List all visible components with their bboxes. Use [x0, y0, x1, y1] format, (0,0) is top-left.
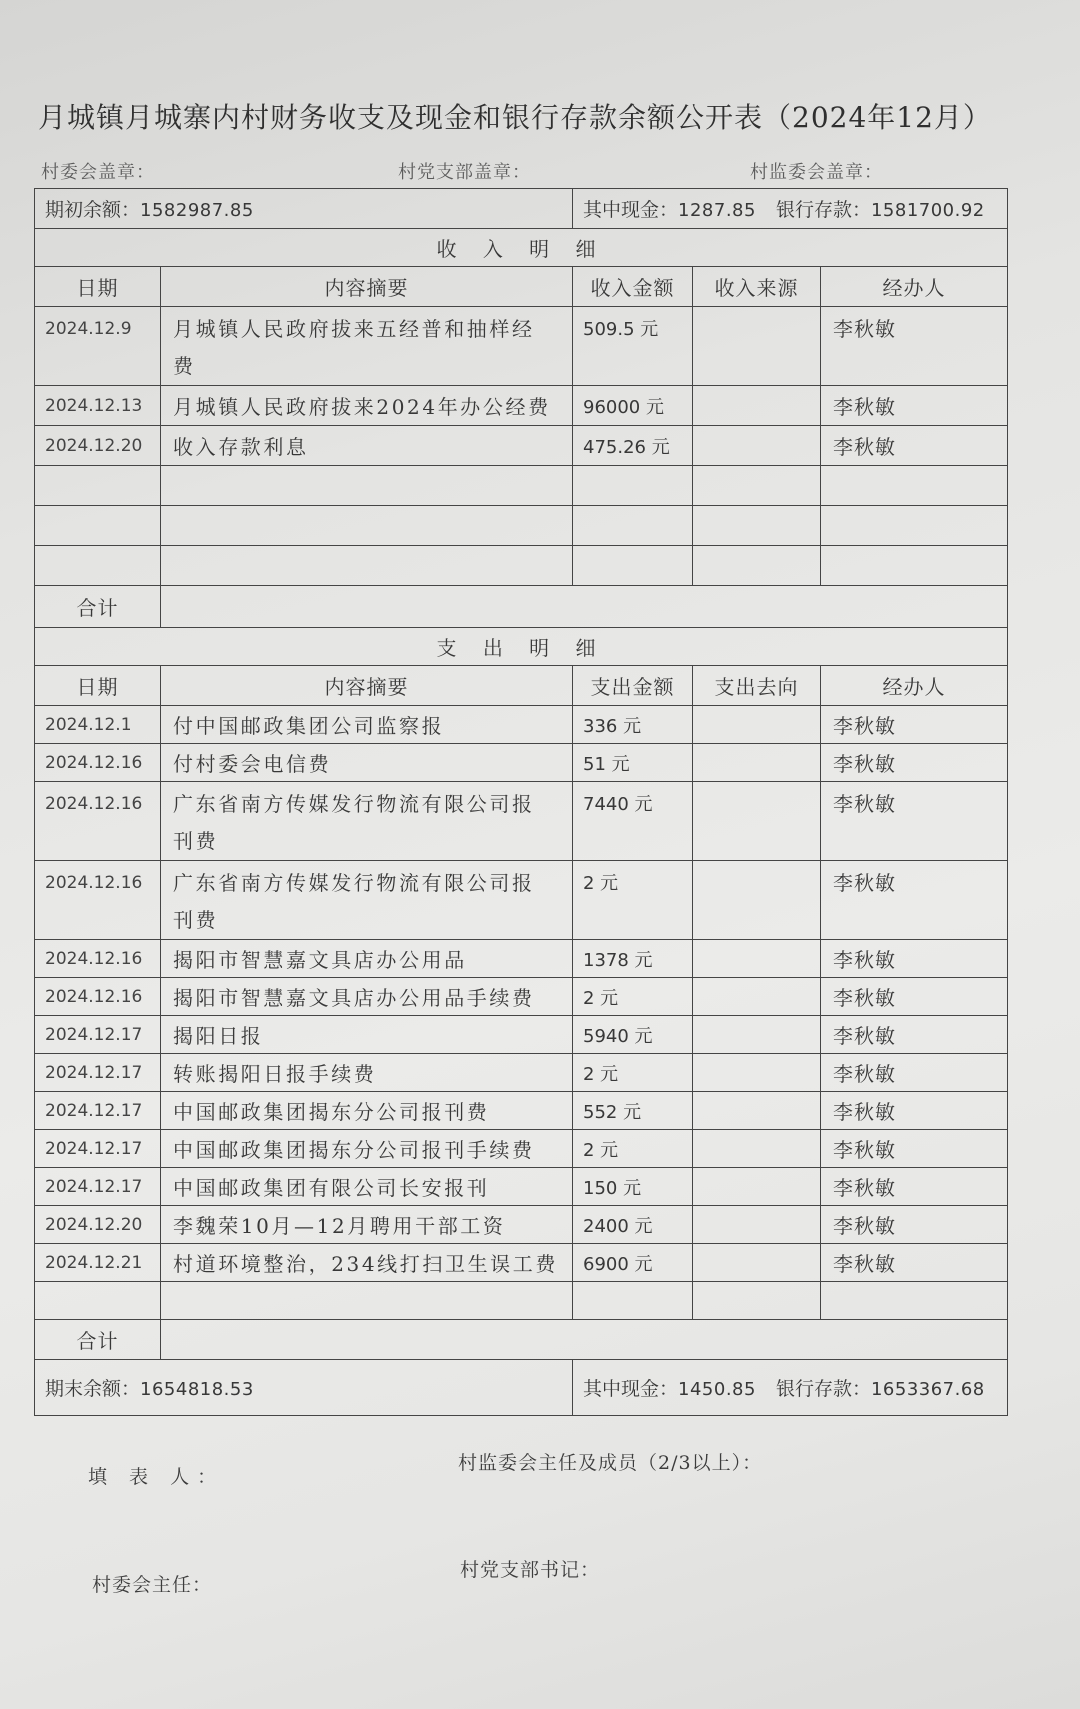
income-empty-cell [573, 506, 693, 546]
expense-rows [35, 706, 1008, 1320]
expense-amount-cell-text: 1378 元 [583, 949, 653, 971]
opening-cash-value: 1287.85 [678, 200, 756, 221]
income-total-section [35, 586, 1008, 628]
preparer-signature-label: 填 表 人： [88, 1466, 225, 1488]
expense-summary-cell [161, 1206, 573, 1244]
expense-handler-cell-text: 李秋敏 [833, 948, 896, 972]
expense-date-cell [35, 1016, 161, 1054]
income-summary-cell-text: 月城镇人民政府拔来2024年办公经费 [173, 395, 551, 419]
income-header-source: 收入来源 [693, 267, 821, 307]
income-empty-cell [821, 466, 1008, 506]
income-summary-cell [161, 426, 573, 466]
income-amount-cell [573, 386, 693, 426]
expense-handler-cell [821, 861, 1008, 940]
expense-summary-cell-text: 转账揭阳日报手续费 [173, 1062, 377, 1086]
expense-handler-cell-text: 李秋敏 [833, 1138, 896, 1162]
opening-bank-label: 银行存款： [775, 199, 871, 221]
expense-date-cell-text: 2024.12.16 [45, 794, 143, 814]
expense-amount-cell-text: 150 元 [583, 1177, 642, 1199]
income-date-cell-text: 2024.12.9 [45, 319, 132, 339]
expense-total-label: 合计 [35, 1320, 161, 1360]
expense-amount-cell [573, 744, 693, 782]
expense-summary-cell [161, 1168, 573, 1206]
expense-summary-cell-text: 揭阳日报 [173, 1024, 264, 1048]
income-date-cell [35, 386, 161, 426]
income-source-cell [693, 426, 821, 466]
expense-total-row [35, 1320, 1008, 1360]
income-total-value-cell [161, 586, 1008, 628]
opening-balance-section [35, 189, 1008, 229]
party-secretary-signature-label: 村党支部书记： [460, 1559, 601, 1581]
income-source-cell [693, 307, 821, 386]
income-column-header-row [35, 267, 1008, 307]
opening-bank-value: 1581700.92 [870, 200, 985, 221]
expense-date-cell-text: 2024.12.17 [45, 1062, 143, 1083]
expense-handler-cell-text: 李秋敏 [833, 1176, 896, 1200]
income-empty-cell [161, 506, 573, 546]
finance-disclosure-table [34, 188, 1008, 1416]
income-empty-cell [35, 466, 161, 506]
income-summary-cell-text: 月城镇人民政府拔来五经普和抽样经费 [173, 317, 535, 378]
expense-date-cell [35, 1206, 161, 1244]
income-empty-cell [821, 506, 1008, 546]
expense-summary-cell-text: 中国邮政集团有限公司长安报刊 [173, 1176, 490, 1200]
income-summary-cell [161, 307, 573, 386]
expense-date-cell [35, 706, 161, 744]
expense-total-section [35, 1320, 1008, 1360]
expense-handler-cell [821, 1092, 1008, 1130]
expense-destination-cell [693, 1168, 821, 1206]
expense-amount-cell [573, 1054, 693, 1092]
expense-handler-cell [821, 1244, 1008, 1282]
expense-summary-cell-text: 李魏荣10月—12月聘用干部工资 [173, 1214, 506, 1238]
income-section-title: 收 入 明 细 [35, 229, 1008, 267]
expense-summary-cell [161, 744, 573, 782]
expense-date-cell [35, 1244, 161, 1282]
expense-amount-cell [573, 1130, 693, 1168]
income-header-amount: 收入金额 [573, 267, 693, 307]
expense-amount-cell [573, 861, 693, 940]
party-branch-stamp-label: 村党支部盖章： [398, 162, 531, 183]
expense-row [35, 1168, 1008, 1206]
expense-date-cell-text: 2024.12.16 [45, 948, 143, 969]
expense-summary-cell [161, 1054, 573, 1092]
expense-destination-cell [693, 1130, 821, 1168]
expense-destination-cell [693, 1054, 821, 1092]
expense-summary-cell [161, 978, 573, 1016]
expense-row [35, 1016, 1008, 1054]
expense-amount-cell-text: 2 元 [583, 1139, 619, 1161]
committee-director-signature-label: 村委会主任： [92, 1574, 213, 1596]
expense-handler-cell [821, 706, 1008, 744]
expense-empty-cell [161, 1282, 573, 1320]
expense-date-cell-text: 2024.12.17 [45, 1024, 143, 1045]
expense-date-cell [35, 940, 161, 978]
expense-destination-cell [693, 1206, 821, 1244]
expense-destination-cell [693, 861, 821, 940]
expense-amount-cell-text: 7440 元 [583, 794, 653, 815]
expense-summary-cell-text: 广东省南方传媒发行物流有限公司报刊费 [173, 792, 535, 853]
expense-handler-cell [821, 744, 1008, 782]
income-section-title-row [35, 229, 1008, 267]
income-empty-cell [35, 546, 161, 586]
income-handler-cell-text: 李秋敏 [833, 395, 896, 419]
expense-row [35, 706, 1008, 744]
income-blank-row [35, 506, 1008, 546]
opening-balance-row [35, 189, 1008, 229]
expense-handler-cell-text: 李秋敏 [833, 1062, 896, 1086]
expense-date-cell [35, 861, 161, 940]
income-date-cell [35, 426, 161, 466]
expense-section-title: 支 出 明 细 [35, 628, 1008, 666]
expense-handler-cell-text: 李秋敏 [833, 792, 896, 816]
expense-row [35, 861, 1008, 940]
closing-cash-group [583, 1374, 756, 1401]
expense-destination-cell [693, 744, 821, 782]
expense-total-value-cell [161, 1320, 1008, 1360]
expense-header-handler: 经办人 [821, 666, 1008, 706]
closing-cash-value: 1450.85 [678, 1379, 756, 1400]
expense-amount-cell [573, 1092, 693, 1130]
expense-amount-cell-text: 5940 元 [583, 1025, 653, 1047]
expense-destination-cell [693, 1244, 821, 1282]
income-empty-cell [161, 466, 573, 506]
income-amount-cell-text: 475.26 元 [583, 436, 670, 458]
income-rows [35, 307, 1008, 586]
expense-handler-cell [821, 978, 1008, 1016]
expense-blank-row [35, 1282, 1008, 1320]
expense-handler-cell [821, 1054, 1008, 1092]
expense-summary-cell-text: 付村委会电信费 [173, 752, 332, 776]
document-title: 月城镇月城寨内村财务收支及现金和银行存款余额公开表（2024年12月） [38, 101, 992, 134]
expense-empty-cell [693, 1282, 821, 1320]
income-header-date: 日期 [35, 267, 161, 307]
expense-amount-cell-text: 2 元 [583, 987, 619, 1009]
expense-row [35, 744, 1008, 782]
income-empty-cell [693, 466, 821, 506]
expense-destination-cell [693, 978, 821, 1016]
opening-bank-group [776, 195, 985, 222]
income-date-cell [35, 307, 161, 386]
income-empty-cell [693, 546, 821, 586]
expense-summary-cell-text: 中国邮政集团揭东分公司报刊手续费 [173, 1138, 535, 1162]
expense-date-cell-text: 2024.12.16 [45, 986, 143, 1007]
expense-header-summary: 内容摘要 [161, 666, 573, 706]
expense-amount-cell [573, 1244, 693, 1282]
expense-handler-cell [821, 940, 1008, 978]
expense-handler-cell [821, 1130, 1008, 1168]
expense-date-cell [35, 1092, 161, 1130]
income-summary-cell [161, 386, 573, 426]
closing-bank-value: 1653367.68 [870, 1379, 985, 1400]
income-empty-cell [35, 506, 161, 546]
expense-row [35, 1206, 1008, 1244]
closing-balance-label: 期末余额： [45, 1378, 141, 1400]
expense-date-cell [35, 1168, 161, 1206]
income-empty-cell [573, 466, 693, 506]
expense-destination-cell [693, 940, 821, 978]
opening-balance-cell [35, 189, 573, 229]
expense-summary-cell [161, 940, 573, 978]
income-amount-cell [573, 426, 693, 466]
expense-row [35, 940, 1008, 978]
expense-date-cell [35, 978, 161, 1016]
expense-date-cell-text: 2024.12.17 [45, 1100, 143, 1121]
expense-handler-cell-text: 李秋敏 [833, 752, 896, 776]
expense-date-cell [35, 744, 161, 782]
expense-section-title-row [35, 628, 1008, 666]
expense-row [35, 1244, 1008, 1282]
income-date-cell-text: 2024.12.13 [45, 395, 143, 416]
income-date-cell-text: 2024.12.20 [45, 435, 143, 456]
expense-destination-cell [693, 782, 821, 861]
expense-handler-cell-text: 李秋敏 [833, 1214, 896, 1238]
expense-header-amount: 支出金额 [573, 666, 693, 706]
expense-amount-cell [573, 782, 693, 861]
expense-amount-cell [573, 1016, 693, 1054]
expense-summary-cell [161, 782, 573, 861]
expense-date-cell-text: 2024.12.21 [45, 1252, 143, 1273]
income-total-label: 合计 [35, 586, 161, 628]
closing-balance-row [35, 1360, 1008, 1416]
income-row [35, 426, 1008, 466]
expense-date-cell-text: 2024.12.17 [45, 1176, 143, 1197]
expense-amount-cell-text: 51 元 [583, 753, 630, 775]
opening-balance-label: 期初余额： [45, 199, 141, 221]
expense-handler-cell [821, 1168, 1008, 1206]
expense-header-section [35, 628, 1008, 706]
expense-column-header-row [35, 666, 1008, 706]
expense-summary-cell [161, 1016, 573, 1054]
closing-bank-group [776, 1374, 985, 1401]
expense-handler-cell-text: 李秋敏 [833, 1252, 896, 1276]
closing-bank-label: 银行存款： [775, 1378, 871, 1400]
expense-date-cell [35, 782, 161, 861]
income-empty-cell [161, 546, 573, 586]
opening-cash-bank-cell [573, 189, 1008, 229]
closing-balance-value: 1654818.53 [140, 1379, 254, 1400]
expense-amount-cell [573, 940, 693, 978]
expense-handler-cell-text: 李秋敏 [833, 714, 896, 738]
expense-summary-cell-text: 揭阳市智慧嘉文具店办公用品手续费 [173, 986, 535, 1010]
expense-handler-cell [821, 1016, 1008, 1054]
expense-amount-cell [573, 978, 693, 1016]
supervisory-committee-stamp-label: 村监委会盖章： [750, 162, 883, 183]
expense-summary-cell-text: 村道环境整治，234线打扫卫生误工费 [173, 1252, 558, 1276]
income-handler-cell [821, 307, 1008, 386]
expense-row [35, 782, 1008, 861]
income-blank-row [35, 466, 1008, 506]
expense-handler-cell-text: 李秋敏 [833, 986, 896, 1010]
income-handler-cell [821, 386, 1008, 426]
expense-empty-cell [573, 1282, 693, 1320]
income-total-row [35, 586, 1008, 628]
expense-empty-cell [821, 1282, 1008, 1320]
income-header-handler: 经办人 [821, 267, 1008, 307]
village-committee-stamp-label: 村委会盖章： [41, 162, 155, 183]
expense-date-cell [35, 1130, 161, 1168]
expense-amount-cell [573, 706, 693, 744]
expense-amount-cell-text: 336 元 [583, 715, 642, 737]
expense-summary-cell [161, 861, 573, 940]
expense-date-cell [35, 1054, 161, 1092]
expense-summary-cell [161, 1092, 573, 1130]
closing-balance-section [35, 1360, 1008, 1416]
expense-header-destination: 支出去向 [693, 666, 821, 706]
closing-cash-bank-cell [573, 1360, 1008, 1416]
expense-row [35, 1054, 1008, 1092]
opening-cash-label: 其中现金： [583, 199, 679, 221]
expense-destination-cell [693, 706, 821, 744]
income-row [35, 307, 1008, 386]
closing-balance-cell [35, 1360, 573, 1416]
opening-balance-value: 1582987.85 [140, 200, 254, 221]
expense-handler-cell [821, 782, 1008, 861]
income-handler-cell-text: 李秋敏 [833, 317, 896, 341]
expense-summary-cell [161, 1130, 573, 1168]
income-empty-cell [821, 546, 1008, 586]
expense-summary-cell-text: 中国邮政集团揭东分公司报刊费 [173, 1100, 490, 1124]
expense-amount-cell [573, 1206, 693, 1244]
income-amount-cell [573, 307, 693, 386]
income-amount-cell-text: 509.5 元 [583, 319, 659, 340]
expense-summary-cell-text: 付中国邮政集团公司监察报 [173, 714, 445, 738]
income-blank-row [35, 546, 1008, 586]
expense-summary-cell [161, 1244, 573, 1282]
expense-destination-cell [693, 1092, 821, 1130]
expense-date-cell-text: 2024.12.16 [45, 752, 143, 773]
income-empty-cell [693, 506, 821, 546]
expense-handler-cell-text: 李秋敏 [833, 1024, 896, 1048]
income-empty-cell [573, 546, 693, 586]
expense-amount-cell-text: 552 元 [583, 1101, 642, 1123]
expense-amount-cell-text: 2400 元 [583, 1215, 653, 1237]
expense-handler-cell-text: 李秋敏 [833, 1100, 896, 1124]
expense-destination-cell [693, 1016, 821, 1054]
expense-amount-cell [573, 1168, 693, 1206]
income-summary-cell-text: 收入存款利息 [173, 435, 309, 459]
expense-amount-cell-text: 2 元 [583, 1063, 619, 1085]
expense-row [35, 1092, 1008, 1130]
expense-date-cell-text: 2024.12.16 [45, 873, 143, 893]
expense-header-date: 日期 [35, 666, 161, 706]
expense-handler-cell-text: 李秋敏 [833, 871, 896, 895]
expense-date-cell-text: 2024.12.17 [45, 1138, 143, 1159]
income-header-section [35, 229, 1008, 307]
expense-date-cell-text: 2024.12.20 [45, 1214, 143, 1235]
expense-empty-cell [35, 1282, 161, 1320]
expense-amount-cell-text: 6900 元 [583, 1253, 653, 1275]
opening-cash-group [583, 195, 756, 222]
supervisory-members-signature-label: 村监委会主任及成员（2/3以上）： [458, 1452, 763, 1474]
expense-summary-cell-text: 广东省南方传媒发行物流有限公司报刊费 [173, 871, 535, 932]
expense-handler-cell [821, 1206, 1008, 1244]
expense-amount-cell-text: 2 元 [583, 873, 619, 894]
income-row [35, 386, 1008, 426]
expense-date-cell-text: 2024.12.1 [45, 714, 132, 735]
income-source-cell [693, 386, 821, 426]
expense-summary-cell-text: 揭阳市智慧嘉文具店办公用品 [173, 948, 467, 972]
income-amount-cell-text: 96000 元 [583, 396, 664, 418]
expense-row [35, 978, 1008, 1016]
income-handler-cell [821, 426, 1008, 466]
income-header-summary: 内容摘要 [161, 267, 573, 307]
closing-cash-label: 其中现金： [583, 1378, 679, 1400]
expense-row [35, 1130, 1008, 1168]
expense-summary-cell [161, 706, 573, 744]
income-handler-cell-text: 李秋敏 [833, 435, 896, 459]
